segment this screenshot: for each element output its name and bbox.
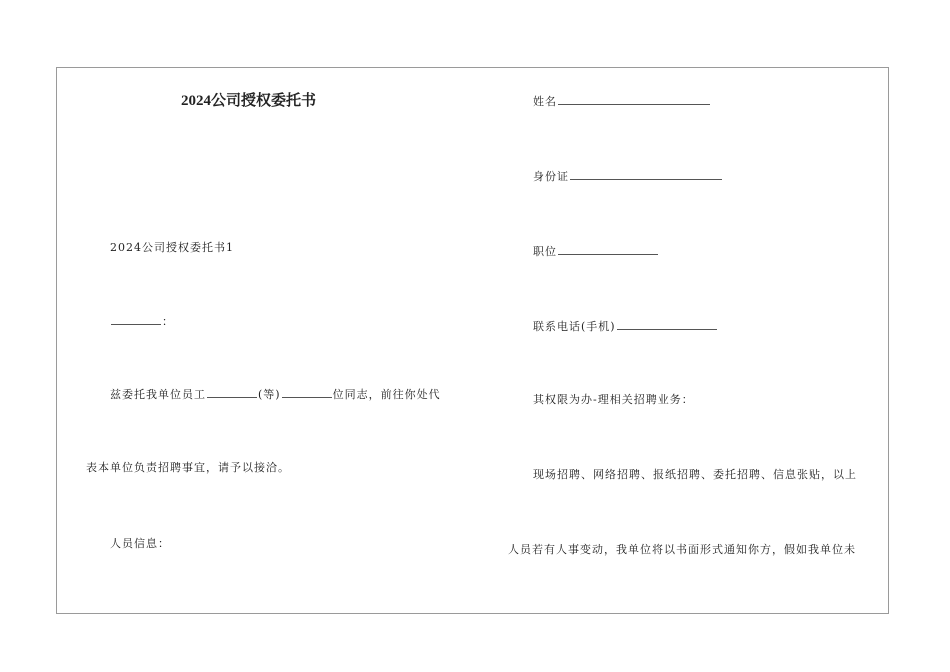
addressee-suffix: ： (162, 315, 174, 328)
recruitment-methods-text: 现场招聘、网络招聘、报纸招聘、委托招聘、信息张贴，以上 (533, 468, 857, 481)
id-field-line (533, 168, 723, 184)
document-subtitle (110, 241, 234, 255)
name-blank (558, 93, 710, 105)
document-page (56, 67, 889, 614)
addressee-line (110, 313, 174, 329)
recruitment-methods (533, 468, 857, 482)
personnel-info-label (110, 537, 170, 551)
name-label: 姓名 (533, 95, 557, 108)
personnel-change-text: 人员若有人事变动，我单位将以书面形式通知你方，假如我单位未 (508, 543, 856, 556)
phone-field-line (533, 318, 718, 334)
personnel-info-text: 人员信息： (110, 537, 170, 550)
body-line-1 (110, 386, 441, 402)
subtitle-text: 2024公司授权委托书1 (110, 241, 234, 254)
id-label: 身份证 (533, 170, 569, 183)
name-field-line (533, 93, 711, 109)
body-line-2 (86, 461, 290, 475)
body-text-part1: 兹委托我单位员工 (110, 388, 206, 401)
body-text-part2: (等) (258, 388, 281, 401)
authority-scope-text: 其权限为办-理相关招聘业务： (533, 393, 694, 406)
phone-label: 联系电话(手机) (533, 320, 616, 333)
body-text-line2: 表本单位负责招聘事宜，请予以接洽。 (86, 461, 290, 474)
body-text-part3: 位同志，前往你处代 (332, 388, 441, 401)
addressee-blank (111, 313, 161, 325)
position-label: 职位 (533, 245, 557, 258)
document-title: 2024公司授权委托书 (181, 93, 317, 109)
employee-name-blank (207, 386, 257, 398)
position-blank (558, 243, 658, 255)
position-field-line (533, 243, 659, 259)
personnel-change-notice (508, 543, 856, 557)
phone-blank (617, 318, 717, 330)
id-blank (570, 168, 722, 180)
authority-scope (533, 393, 694, 407)
employee-count-blank (282, 386, 332, 398)
